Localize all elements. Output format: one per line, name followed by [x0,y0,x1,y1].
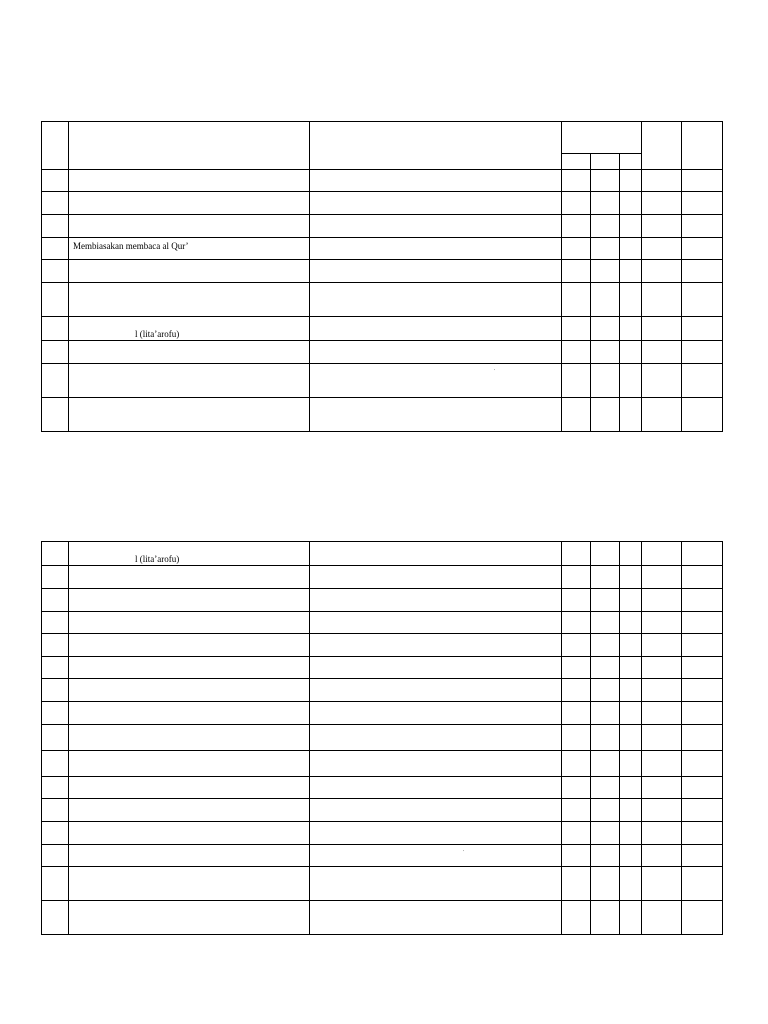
table-cell [682,634,723,657]
table-cell [562,612,591,634]
table-cell [682,725,723,751]
table-cell [682,566,723,589]
table-cell [682,777,723,799]
table-cell [642,215,682,238]
row-number-cell [42,260,69,283]
table-cell [69,215,310,238]
table-1 [41,121,723,432]
table-cell [682,702,723,725]
table-row [42,634,723,657]
table-cell [310,822,562,845]
table-cell [642,634,682,657]
table-row [42,317,723,341]
table-cell [591,657,620,679]
header-group-cell [562,122,642,154]
table-cell [591,822,620,845]
row-number-cell [42,822,69,845]
table-cell [310,679,562,702]
table-cell [591,317,620,341]
table-cell [310,542,562,566]
table-cell [682,260,723,283]
row-number-cell [42,364,69,398]
row-number-cell [42,341,69,364]
table-cell [69,679,310,702]
table-cell [642,702,682,725]
table-row [42,170,723,192]
table-row [42,822,723,845]
table-cell [620,542,642,566]
table-row [42,845,723,867]
table-cell [682,589,723,612]
table-cell [562,364,591,398]
table-cell [562,238,591,260]
table-cell [310,238,562,260]
table-cell [562,341,591,364]
row-number-cell [42,566,69,589]
table-cell [310,867,562,901]
table-cell [620,725,642,751]
table-cell [69,317,310,341]
table-cell [620,317,642,341]
table-cell [642,364,682,398]
table-row [42,192,723,215]
table-cell [310,799,562,822]
table-cell [642,283,682,317]
table-cell [562,283,591,317]
table-cell [310,751,562,777]
table-cell [642,170,682,192]
table-cell [310,657,562,679]
description-text: ’ [494,368,496,373]
table-cell [591,341,620,364]
table-cell [591,867,620,901]
table-cell [620,751,642,777]
table-cell [642,867,682,901]
table-cell [642,341,682,364]
table-cell [620,867,642,901]
table-cell [682,283,723,317]
description-text: ’ [463,849,465,854]
subheader-cell [620,154,642,170]
table-cell [682,317,723,341]
table-cell [562,867,591,901]
table-cell [591,725,620,751]
table-cell [310,260,562,283]
table-cell [69,799,310,822]
table-cell [620,657,642,679]
table-cell [591,702,620,725]
table-cell [69,657,310,679]
table-cell [682,657,723,679]
table-cell [642,725,682,751]
table-cell [69,341,310,364]
table-cell [591,799,620,822]
table-cell [620,364,642,398]
table-cell [562,170,591,192]
table-cell [620,901,642,935]
table-cell [310,777,562,799]
table-cell [642,901,682,935]
row-number-cell [42,702,69,725]
table-cell [591,679,620,702]
table-cell [562,215,591,238]
table-1-body [42,170,723,432]
table-row [42,260,723,283]
subheader-cell [591,154,620,170]
table-cell [682,901,723,935]
table-cell [69,192,310,215]
table-cell [620,170,642,192]
table-cell [682,679,723,702]
table-cell [682,612,723,634]
table-cell [69,398,310,432]
header-cell [682,122,723,170]
table-cell [591,777,620,799]
row-number-cell [42,283,69,317]
table-cell [591,283,620,317]
table-cell [591,634,620,657]
table-cell [69,867,310,901]
row-number-cell [42,192,69,215]
table-cell [562,192,591,215]
header-number-cell [42,122,69,170]
table-cell [69,777,310,799]
table-row [42,612,723,634]
table-cell [642,398,682,432]
table-cell [642,657,682,679]
table-row [42,542,723,566]
table-cell [591,215,620,238]
row-number-cell [42,901,69,935]
table-2-body [42,542,723,935]
table-cell [620,702,642,725]
table-row [42,364,723,398]
table-cell [562,845,591,867]
table-cell [620,679,642,702]
table-cell [310,317,562,341]
table-cell [591,566,620,589]
table-cell [682,845,723,867]
table-cell [682,215,723,238]
table-2 [41,541,723,935]
table-cell [562,260,591,283]
table-cell [562,679,591,702]
table-cell [69,702,310,725]
table-cell [620,566,642,589]
table-cell [310,725,562,751]
table-row [42,215,723,238]
table-cell [69,822,310,845]
activity-text: Membiasakan membaca al Qur’ [73,241,189,251]
row-number-cell [42,867,69,901]
table-cell [591,901,620,935]
table-cell [591,612,620,634]
table-cell [310,901,562,935]
table-cell [310,566,562,589]
activity-text: l (lita’arofu) [135,329,180,339]
table-cell [562,901,591,935]
table-cell [682,341,723,364]
table-cell [682,170,723,192]
table-cell [642,542,682,566]
table-cell [310,283,562,317]
row-number-cell [42,725,69,751]
table-cell [682,398,723,432]
table-cell [620,341,642,364]
table-cell [310,364,562,398]
table-cell [620,192,642,215]
table-cell [562,398,591,432]
table-cell [310,192,562,215]
table-cell [310,398,562,432]
table-cell [562,634,591,657]
row-number-cell [42,398,69,432]
table-cell [682,238,723,260]
table-cell [69,238,310,260]
header-cell [642,122,682,170]
table-cell [620,215,642,238]
table-cell [682,822,723,845]
table-cell [682,192,723,215]
table-cell [591,192,620,215]
table-cell [682,364,723,398]
table-cell [642,679,682,702]
table-row [42,589,723,612]
row-number-cell [42,799,69,822]
table-cell [591,238,620,260]
table-cell [591,589,620,612]
table-cell [69,589,310,612]
table-cell [562,657,591,679]
table-cell [562,799,591,822]
table-cell [620,777,642,799]
table-cell [69,634,310,657]
table-cell [562,751,591,777]
table-cell [562,566,591,589]
table-cell [562,822,591,845]
table-cell [642,238,682,260]
row-number-cell [42,657,69,679]
table-row [42,751,723,777]
table-cell [642,589,682,612]
table-cell [310,215,562,238]
row-number-cell [42,542,69,566]
table-row [42,398,723,432]
table-row [42,566,723,589]
row-number-cell [42,215,69,238]
table-row [42,341,723,364]
table-cell [69,845,310,867]
table-cell [642,317,682,341]
table-cell [620,822,642,845]
table-cell [620,283,642,317]
table-cell [642,751,682,777]
table-cell [562,317,591,341]
table-cell [310,634,562,657]
table-cell [620,589,642,612]
table-cell [69,364,310,398]
table-cell [642,777,682,799]
table-cell [591,364,620,398]
table-cell [682,799,723,822]
table-cell [591,398,620,432]
table-cell [642,260,682,283]
table-row [42,799,723,822]
table-cell [620,238,642,260]
row-number-cell [42,751,69,777]
table-cell [562,702,591,725]
table-row [42,777,723,799]
table-row [42,657,723,679]
table-cell [69,612,310,634]
table-cell [69,566,310,589]
table-cell [310,589,562,612]
row-number-cell [42,845,69,867]
table-cell [620,612,642,634]
table-cell [591,751,620,777]
row-number-cell [42,589,69,612]
table-cell [591,260,620,283]
table-row [42,702,723,725]
table-cell [562,542,591,566]
table-cell [591,170,620,192]
subheader-cell [562,154,591,170]
table-cell [310,341,562,364]
table-cell [682,751,723,777]
row-number-cell [42,612,69,634]
table-cell [642,192,682,215]
table-cell [310,845,562,867]
row-number-cell [42,634,69,657]
table-cell [642,612,682,634]
table-cell [69,725,310,751]
table-cell [682,542,723,566]
table-cell [69,170,310,192]
row-number-cell [42,679,69,702]
row-number-cell [42,238,69,260]
table-row [42,679,723,702]
table-cell [642,845,682,867]
header-cell [310,122,562,170]
table-cell [69,901,310,935]
table-header-row [42,122,723,154]
table-cell [69,542,310,566]
activity-text: l (lita’arofu) [135,554,180,564]
table-cell [562,725,591,751]
row-number-cell [42,777,69,799]
table-cell [620,634,642,657]
table-row [42,238,723,260]
table-cell [620,398,642,432]
table-cell [69,283,310,317]
table-cell [69,751,310,777]
table-cell [620,845,642,867]
table-cell [562,777,591,799]
table-cell [591,542,620,566]
table-cell [562,589,591,612]
table-row [42,901,723,935]
table-cell [310,702,562,725]
table-row [42,283,723,317]
table-cell [620,260,642,283]
row-number-cell [42,317,69,341]
table-cell [642,799,682,822]
table-cell [69,260,310,283]
table-cell [642,822,682,845]
header-cell [69,122,310,170]
table-cell [682,867,723,901]
table-cell [310,170,562,192]
table-cell [310,612,562,634]
table-row [42,725,723,751]
table-cell [642,566,682,589]
table-cell [620,799,642,822]
row-number-cell [42,170,69,192]
table-cell [591,845,620,867]
table-row [42,867,723,901]
